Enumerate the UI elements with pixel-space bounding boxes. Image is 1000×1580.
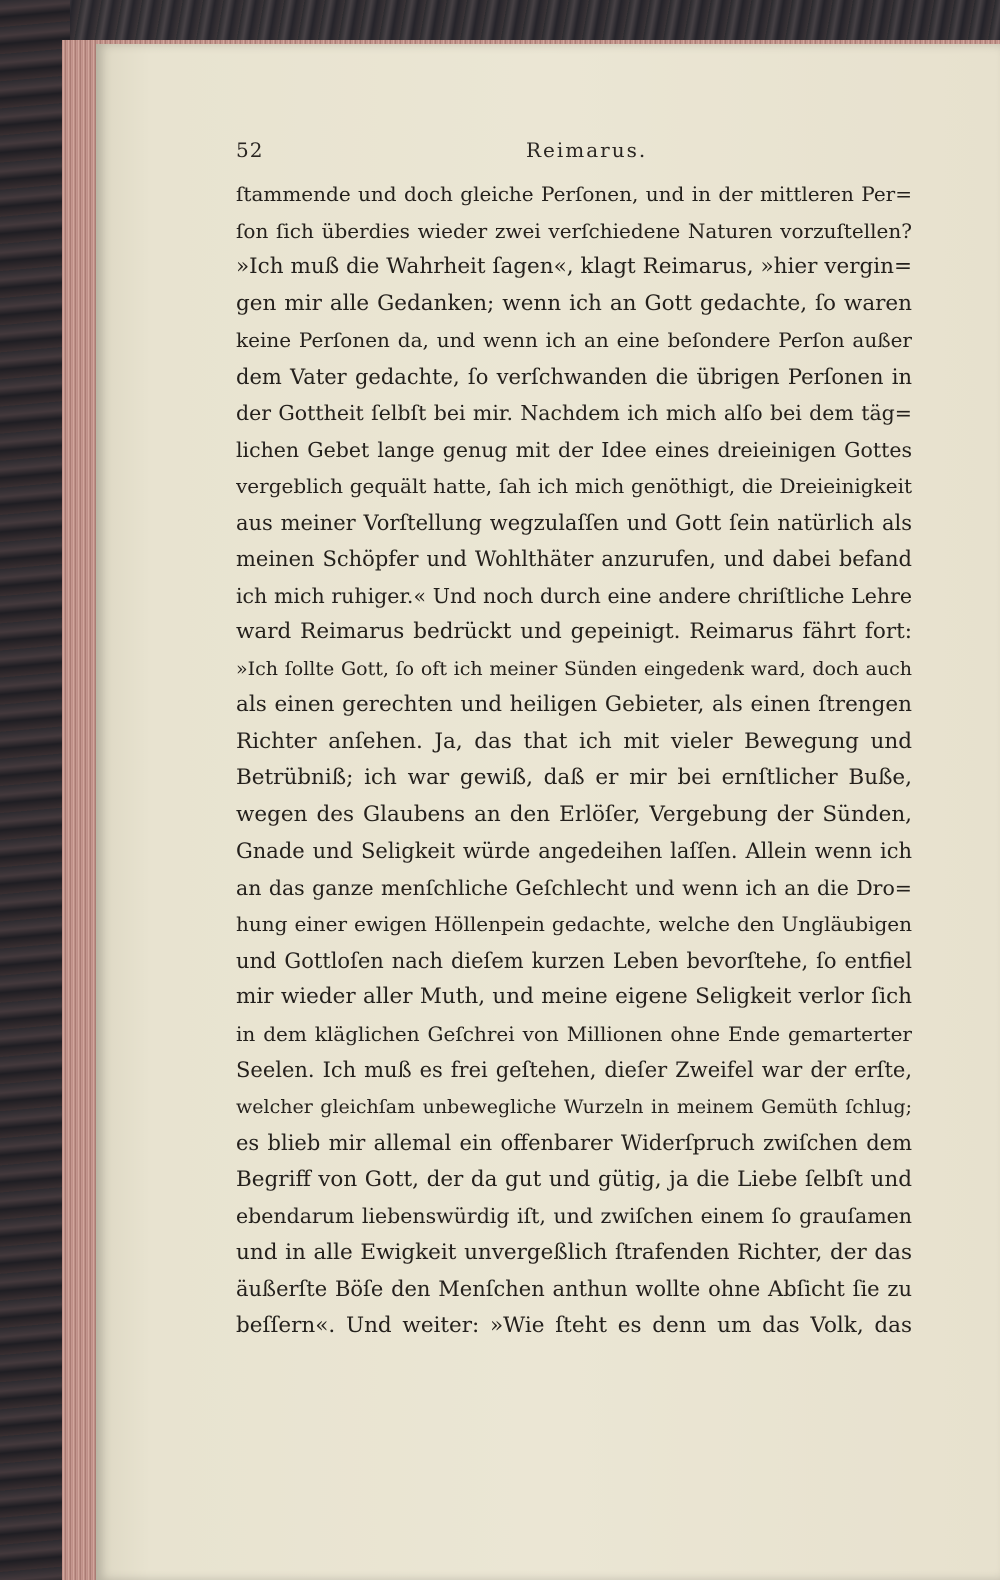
- text-line: gen mir alle Gedanken; wenn ich an Gott gedachte, ſo waren: [236, 290, 912, 316]
- running-head: Reimarus.: [526, 138, 648, 162]
- text-line: und Gottloſen nach dieſem kurzen Leben bevorſtehe, ſo entfiel: [236, 948, 912, 973]
- text-line: an das ganze menſchliche Geſchlecht und wenn ich an die Dro=: [236, 875, 912, 900]
- text-line: ich mich ruhiger.« Und noch durch eine andere chriſtliche Lehre: [236, 583, 912, 608]
- text-line: »Ich muß die Wahrheit ſagen«, klagt Reimarus, »hier vergin=: [236, 254, 912, 279]
- text-line: keine Perſonen da, und wenn ich an eine beſondere Perſon außer: [236, 328, 912, 352]
- text-line: wegen des Glaubens an den Erlöſer, Vergebung der Sünden,: [236, 801, 912, 827]
- page-header: [236, 138, 648, 168]
- text-line: dem Vater gedachte, ſo verſchwanden die übrigen Perſonen in: [236, 364, 912, 389]
- text-line: Begriff von Gott, der da gut und gütig, ja die Liebe ſelbſt und: [236, 1166, 912, 1192]
- text-line: hung einer ewigen Höllenpein gedachte, welche den Ungläubigen: [236, 912, 912, 936]
- body-text: [236, 176, 912, 1344]
- text-line: und in alle Ewigkeit unvergeßlich ſtrafenden Richter, der das: [236, 1239, 912, 1265]
- text-line: welcher gleichſam unbewegliche Wurzeln in meinem Gemüth ſchlug;: [236, 1095, 912, 1118]
- text-line: aus meiner Vorſtellung wegzulaſſen und Gott ſein natürlich als: [236, 510, 912, 535]
- text-line: der Gottheit ſelbſt bei mir. Nachdem ich mich alſo bei dem täg=: [236, 401, 912, 425]
- text-line: als einen gerechten und heiligen Gebieter, als einen ſtrengen: [236, 692, 912, 717]
- text-line: beſſern«. Und weiter: »Wie ſteht es denn um das Volk, das: [236, 1312, 912, 1338]
- text-line: in dem kläglichen Geſchrei von Millionen ohne Ende gemarterter: [236, 1021, 912, 1046]
- marbled-cover-spine: [0, 0, 70, 1580]
- text-line: Gnade und Seligkeit würde angedeihen laſſen. Allein wenn ich: [236, 839, 912, 863]
- text-line: Richter anſehen. Ja, das that ich mit vieler Bewegung und: [236, 728, 912, 754]
- text-line: »Ich ſollte Gott, ſo oft ich meiner Sünden eingedenk ward, doch auch: [236, 657, 912, 680]
- text-line: es blieb mir allemal ein offenbarer Widerſpruch zwiſchen dem: [236, 1131, 912, 1155]
- page-number: 52: [236, 138, 264, 162]
- text-line: ward Reimarus bedrückt und gepeinigt. Reimarus fährt fort:: [236, 619, 912, 644]
- text-line: vergeblich gequält hatte, ſah ich mich genöthigt, die Dreieinigkeit: [236, 474, 912, 498]
- text-line: ſon ſich überdies wieder zwei verſchiedene Naturen vorzuſtellen?: [236, 218, 912, 243]
- text-line: mir wieder aller Muth, und meine eigene Seligkeit verlor ſich: [236, 984, 912, 1009]
- text-line: ſtammende und doch gleiche Perſonen, und in der mittleren Per=: [236, 182, 912, 206]
- text-line: meinen Schöpfer und Wohlthäter anzurufen, und dabei befand: [236, 547, 912, 571]
- text-line: Betrübniß; ich war gewiß, daß er mir bei ernſtlicher Buße,: [236, 765, 912, 790]
- text-line: äußerſte Böſe den Menſchen anthun wollte ohne Abſicht ſie zu: [236, 1277, 912, 1301]
- text-line: Seelen. Ich muß es frei geſtehen, dieſer Zweifel war der erſte,: [236, 1058, 912, 1082]
- text-line: ebendarum liebenswürdig iſt, und zwiſchen einem ſo grauſamen: [236, 1204, 912, 1228]
- text-line: lichen Gebet lange genug mit der Idee eines dreieinigen Gottes: [236, 437, 912, 462]
